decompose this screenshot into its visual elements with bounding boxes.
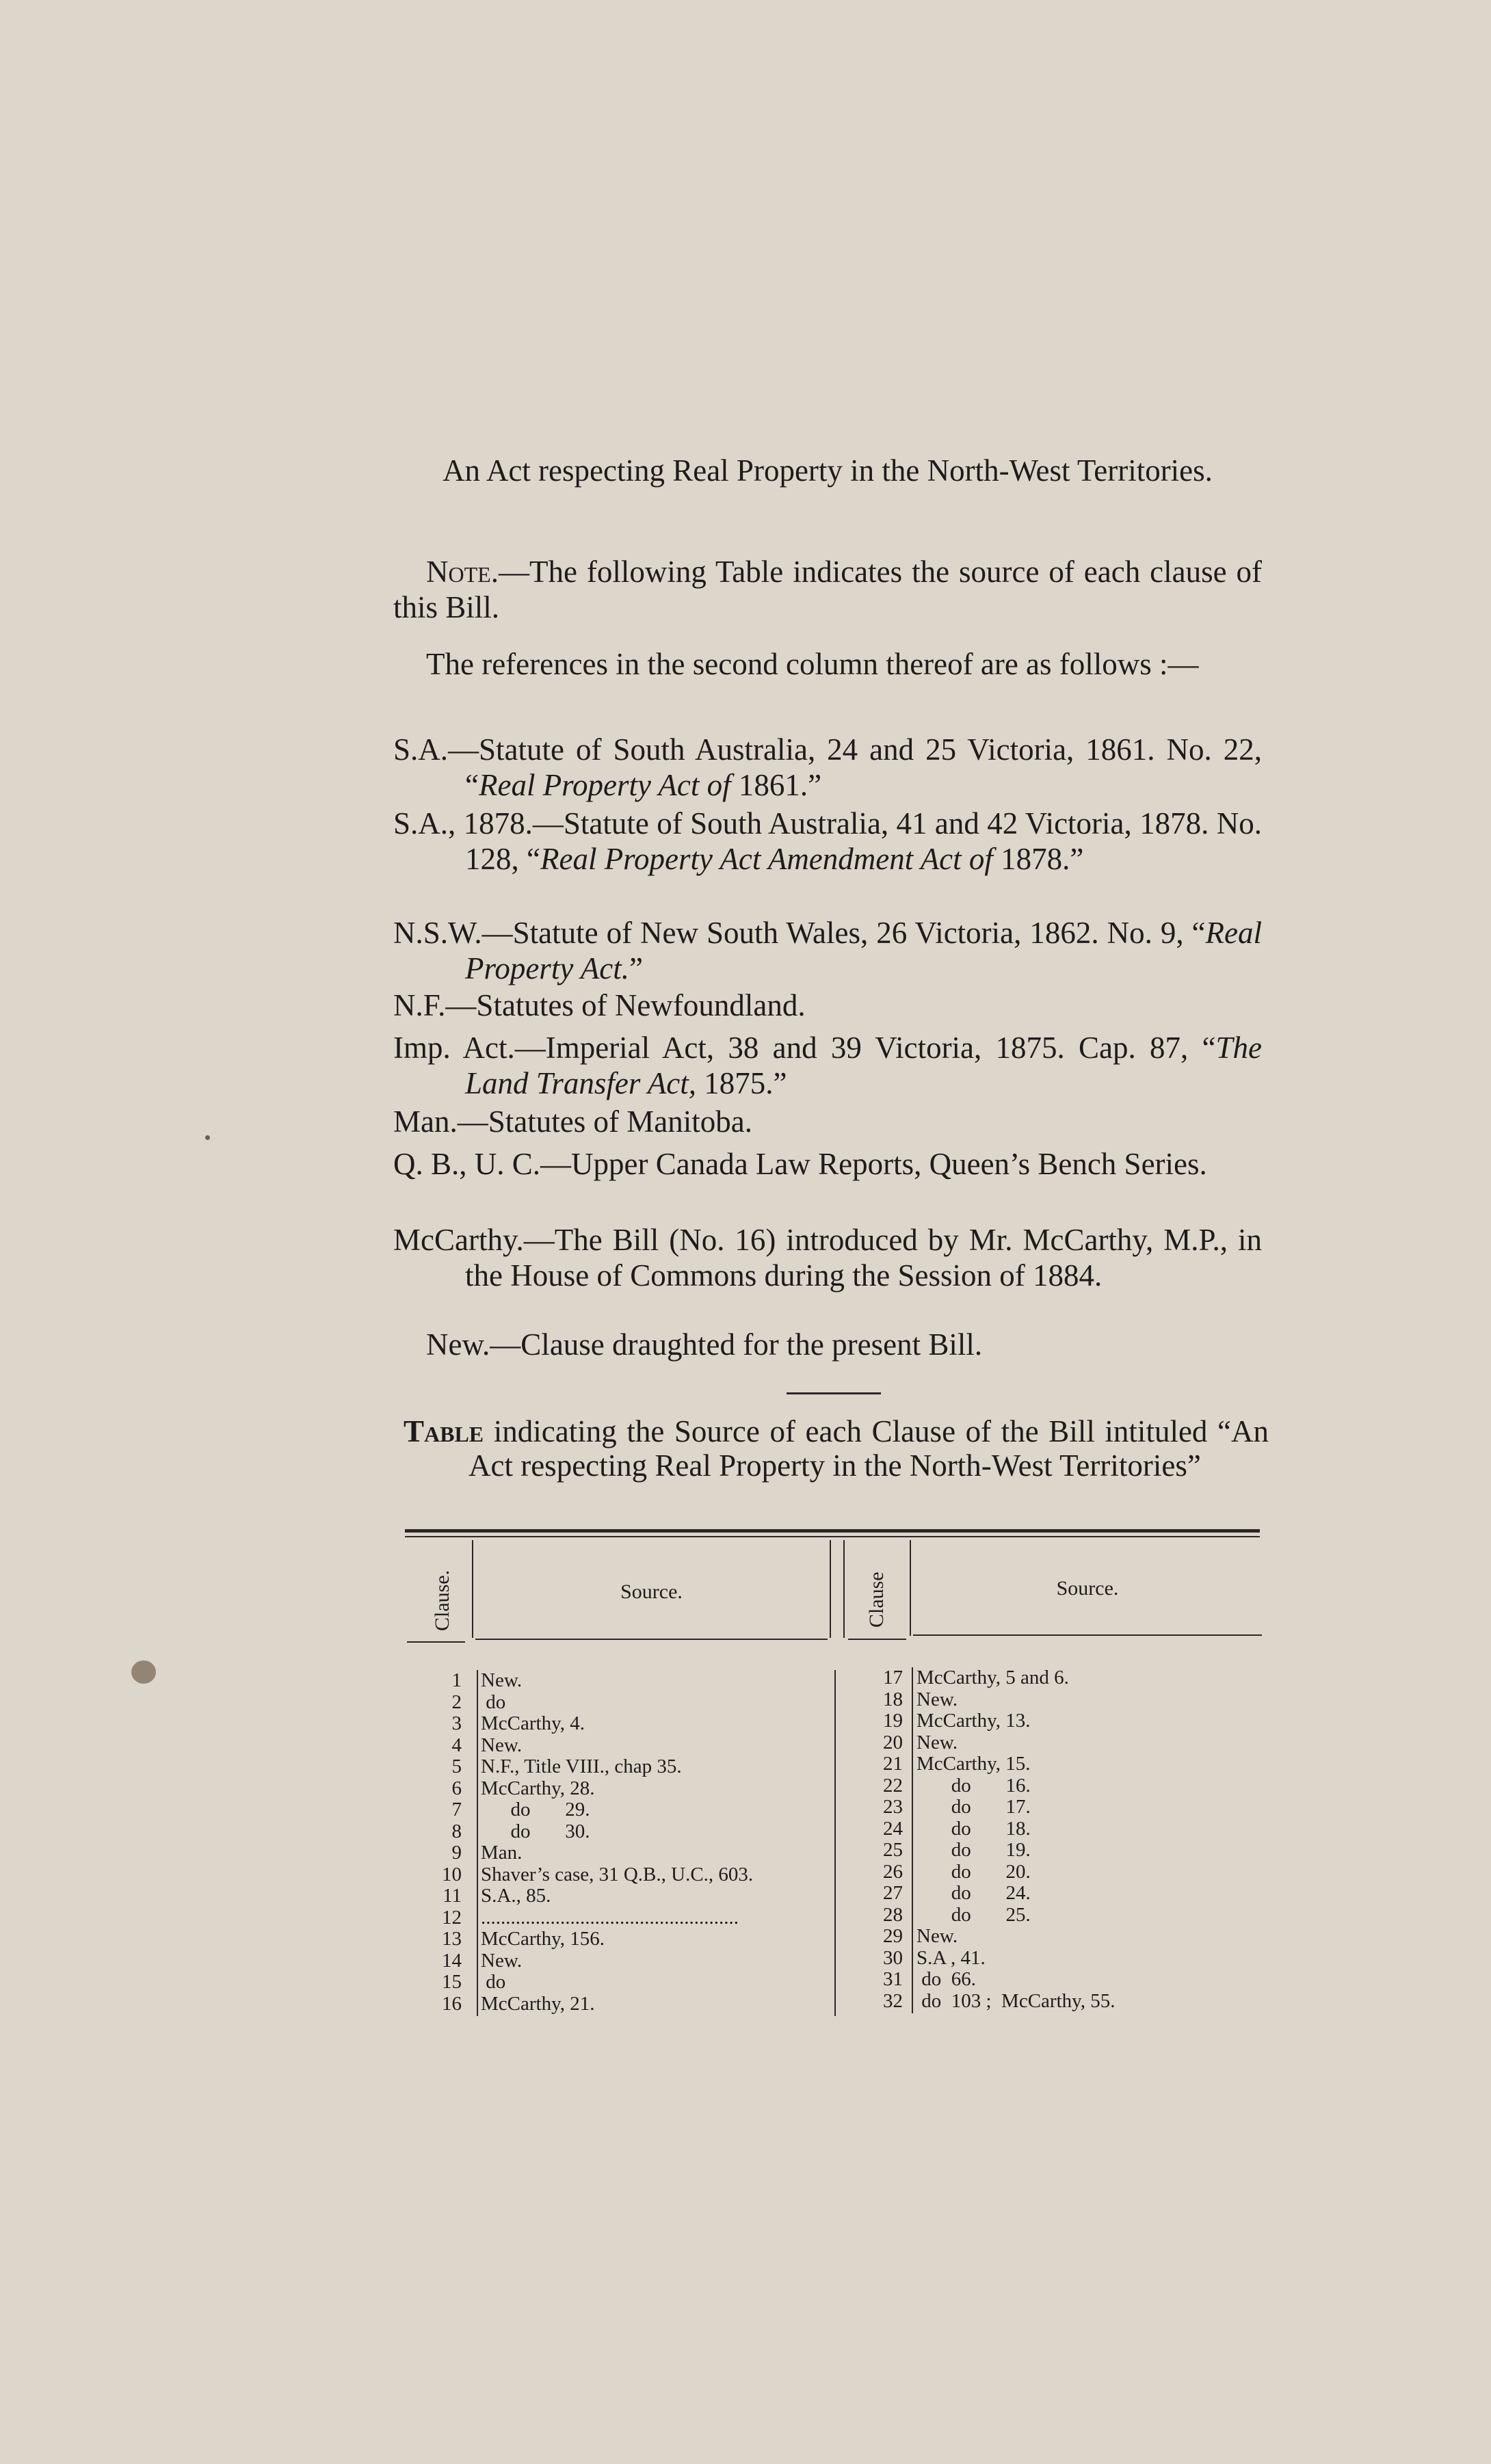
clause-source: do 66. <box>916 1968 976 1990</box>
clause-number: 29 <box>883 1925 903 1947</box>
note-paragraph <box>393 554 1262 625</box>
left-body-divider <box>477 1670 478 2016</box>
clause-number: 24 <box>883 1817 903 1840</box>
reference-title: Real Property Act of <box>478 768 731 802</box>
clause-number: 8 <box>451 1820 462 1842</box>
page-title: An Act respecting Real Property in the North-West Territories. <box>443 453 1213 488</box>
reference-text: —Statutes of Manitoba. <box>457 1104 752 1139</box>
reference-text: —Upper Canada Law Reports, Queen’s Bench Series. <box>540 1147 1207 1181</box>
section-divider <box>787 1392 881 1394</box>
reference-tail: 1861.” <box>730 768 822 802</box>
clause-number: 3 <box>451 1712 462 1734</box>
right-source-column <box>916 1667 1116 2012</box>
clause-number: 2 <box>451 1691 462 1713</box>
clause-number: 28 <box>883 1903 903 1926</box>
reference-entry <box>393 1104 1262 1139</box>
clause-source: do 16. <box>916 1774 1031 1797</box>
left-source-header: Source. <box>620 1580 683 1603</box>
clause-source: McCarthy, 4. <box>481 1712 585 1734</box>
clause-number: 31 <box>883 1968 903 1990</box>
reference-title: Real Property Act. <box>465 916 1262 985</box>
clause-number: 11 <box>443 1885 462 1907</box>
clause-number: 15 <box>442 1971 462 1993</box>
reference-abbreviation: S.A. <box>393 732 449 767</box>
clause-source: do 17. <box>916 1796 1031 1818</box>
clause-source: New. <box>481 1734 523 1756</box>
clause-number: 20 <box>883 1731 903 1753</box>
clause-number: 13 <box>442 1928 462 1950</box>
left-source-column <box>481 1670 753 2015</box>
clause-number: 32 <box>883 1989 903 2012</box>
clause-source: S.A., 85. <box>481 1885 551 1907</box>
clause-source: .................................................... <box>481 1906 739 1929</box>
reference-text: —Clause draughted for the present Bill. <box>490 1327 983 1362</box>
clause-source: McCarthy, 156. <box>481 1928 605 1950</box>
references-intro: The references in the second column thereof are as follows :— <box>426 647 1199 681</box>
clause-source: Shaver’s case, 31 Q.B., U.C., 603. <box>481 1863 754 1885</box>
reference-abbreviation: Imp. Act. <box>393 1031 515 1065</box>
clause-source: New. <box>481 1949 523 1972</box>
clause-source: McCarthy, 13. <box>916 1710 1031 1732</box>
clause-number: 30 <box>883 1946 903 1969</box>
right-header-divider <box>910 1540 911 1636</box>
clause-source: do 20. <box>916 1860 1031 1883</box>
reference-text: —The Bill (No. 16) introduced by Mr. McCarthy, M.P., in the House of Commons during the Session of 1884. <box>465 1223 1262 1293</box>
reference-abbreviation: Man. <box>393 1104 458 1139</box>
clause-source: McCarthy, 15. <box>916 1753 1031 1775</box>
clause-source: Man. <box>481 1842 523 1864</box>
clause-source: do <box>481 1691 506 1713</box>
clause-source: do <box>481 1971 506 1993</box>
reference-text: —Statute of New South Wales, 26 Victoria, 1862. No. 9, “ <box>481 916 1206 950</box>
reference-abbreviation: Q. B., U. C. <box>393 1147 541 1181</box>
reference-entry <box>393 915 1262 986</box>
clause-source: N.F., Title VIII., chap 35. <box>481 1756 682 1777</box>
clause-source: do 25. <box>916 1903 1031 1926</box>
table-top-rule-thin <box>405 1536 1260 1537</box>
right-source-header-rule <box>913 1634 1262 1636</box>
left-header-divider <box>472 1540 473 1638</box>
clause-source: McCarthy, 28. <box>481 1777 595 1799</box>
reference-tail: 1878.” <box>992 842 1084 876</box>
clause-number: 21 <box>883 1753 903 1775</box>
clause-source: do 103 ; McCarthy, 55. <box>916 1989 1116 2012</box>
clause-source: New. <box>481 1669 523 1691</box>
clause-source: S.A , 41. <box>916 1946 986 1969</box>
reference-entry <box>393 1146 1262 1182</box>
paper-speck <box>205 1135 210 1140</box>
center-header-divider-a <box>830 1540 831 1638</box>
clause-source: New. <box>916 1925 958 1947</box>
right-body-divider <box>912 1667 913 2013</box>
reference-abbreviation: N.F. <box>393 988 446 1022</box>
right-clause-header: Clause <box>865 1572 888 1628</box>
reference-entry <box>393 732 1262 803</box>
clause-number: 27 <box>883 1882 903 1904</box>
note-text: .—The following Table indicates the source of each clause of this Bill. <box>393 555 1262 624</box>
clause-number: 23 <box>883 1796 903 1818</box>
reference-entry <box>393 806 1262 877</box>
reference-text: —Statute of South Australia, 24 and 25 Victoria, 1861. No. 22, “ <box>448 732 1262 802</box>
reference-abbreviation: McCarthy. <box>393 1223 524 1257</box>
note-label: Note <box>426 555 491 589</box>
left-clause-column <box>407 1670 462 2015</box>
table-title-text: indicating the Source of each Clause of the Bill intituled “An Act respecting Real Property in the North-West Territories” <box>469 1414 1269 1483</box>
reference-text: —Statutes of Newfoundland. <box>445 988 806 1022</box>
clause-number: 10 <box>442 1863 462 1885</box>
clause-source: do 29. <box>481 1799 590 1820</box>
reference-abbreviation: New. <box>426 1327 490 1362</box>
reference-entry <box>393 1030 1262 1101</box>
clause-number: 14 <box>442 1949 462 1972</box>
center-body-divider <box>834 1670 836 2016</box>
clause-number: 26 <box>883 1860 903 1883</box>
clause-number: 25 <box>883 1839 903 1861</box>
table-title-label: Table <box>404 1414 484 1448</box>
reference-tail: ” <box>629 951 643 985</box>
reference-title: The Land Transfer Act, <box>465 1031 1262 1100</box>
clause-source: do 19. <box>916 1839 1031 1861</box>
clause-source: New. <box>916 1688 958 1710</box>
center-header-divider-b <box>843 1540 845 1638</box>
clause-number: 9 <box>451 1842 462 1864</box>
table-top-rule <box>405 1529 1260 1533</box>
clause-number: 7 <box>451 1799 462 1820</box>
clause-number: 22 <box>883 1774 903 1797</box>
clause-number: 16 <box>442 1992 462 2015</box>
clause-number: 17 <box>883 1667 903 1688</box>
reference-text: —Imperial Act, 38 and 39 Victoria, 1875. Cap. 87, “ <box>514 1031 1216 1065</box>
right-clause-column <box>848 1667 903 2012</box>
reference-abbreviation: S.A., 1878. <box>393 806 533 840</box>
clause-source: do 18. <box>916 1817 1031 1840</box>
clause-source: McCarthy, 5 and 6. <box>916 1667 1069 1688</box>
clause-source: McCarthy, 21. <box>481 1992 595 2015</box>
left-clause-header-rule <box>407 1641 465 1643</box>
left-clause-header: Clause. <box>431 1569 453 1631</box>
table-title <box>404 1414 1269 1483</box>
reference-abbreviation: N.S.W. <box>393 916 482 950</box>
right-source-header: Source. <box>1056 1577 1119 1600</box>
clause-number: 1 <box>451 1669 462 1691</box>
clause-number: 6 <box>451 1777 462 1799</box>
reference-entry <box>393 1222 1262 1293</box>
clause-number: 18 <box>883 1688 903 1710</box>
left-source-header-rule <box>475 1639 828 1640</box>
clause-source: do 30. <box>481 1820 590 1842</box>
reference-tail: 1875.” <box>696 1066 787 1100</box>
reference-text: —Statute of South Australia, 41 and 42 Victoria, 1878. No. 128, “ <box>465 806 1262 876</box>
clause-number: 12 <box>442 1906 462 1929</box>
clause-number: 5 <box>451 1756 462 1777</box>
reference-entry <box>393 988 1262 1023</box>
clause-source: New. <box>916 1731 958 1753</box>
ink-blot <box>131 1660 156 1684</box>
right-clause-header-rule <box>848 1639 906 1640</box>
clause-source: do 24. <box>916 1882 1031 1904</box>
reference-title: Real Property Act Amendment Act of <box>540 842 993 876</box>
reference-entry <box>426 1327 1262 1362</box>
clause-number: 4 <box>451 1734 462 1756</box>
clause-number: 19 <box>883 1710 903 1732</box>
